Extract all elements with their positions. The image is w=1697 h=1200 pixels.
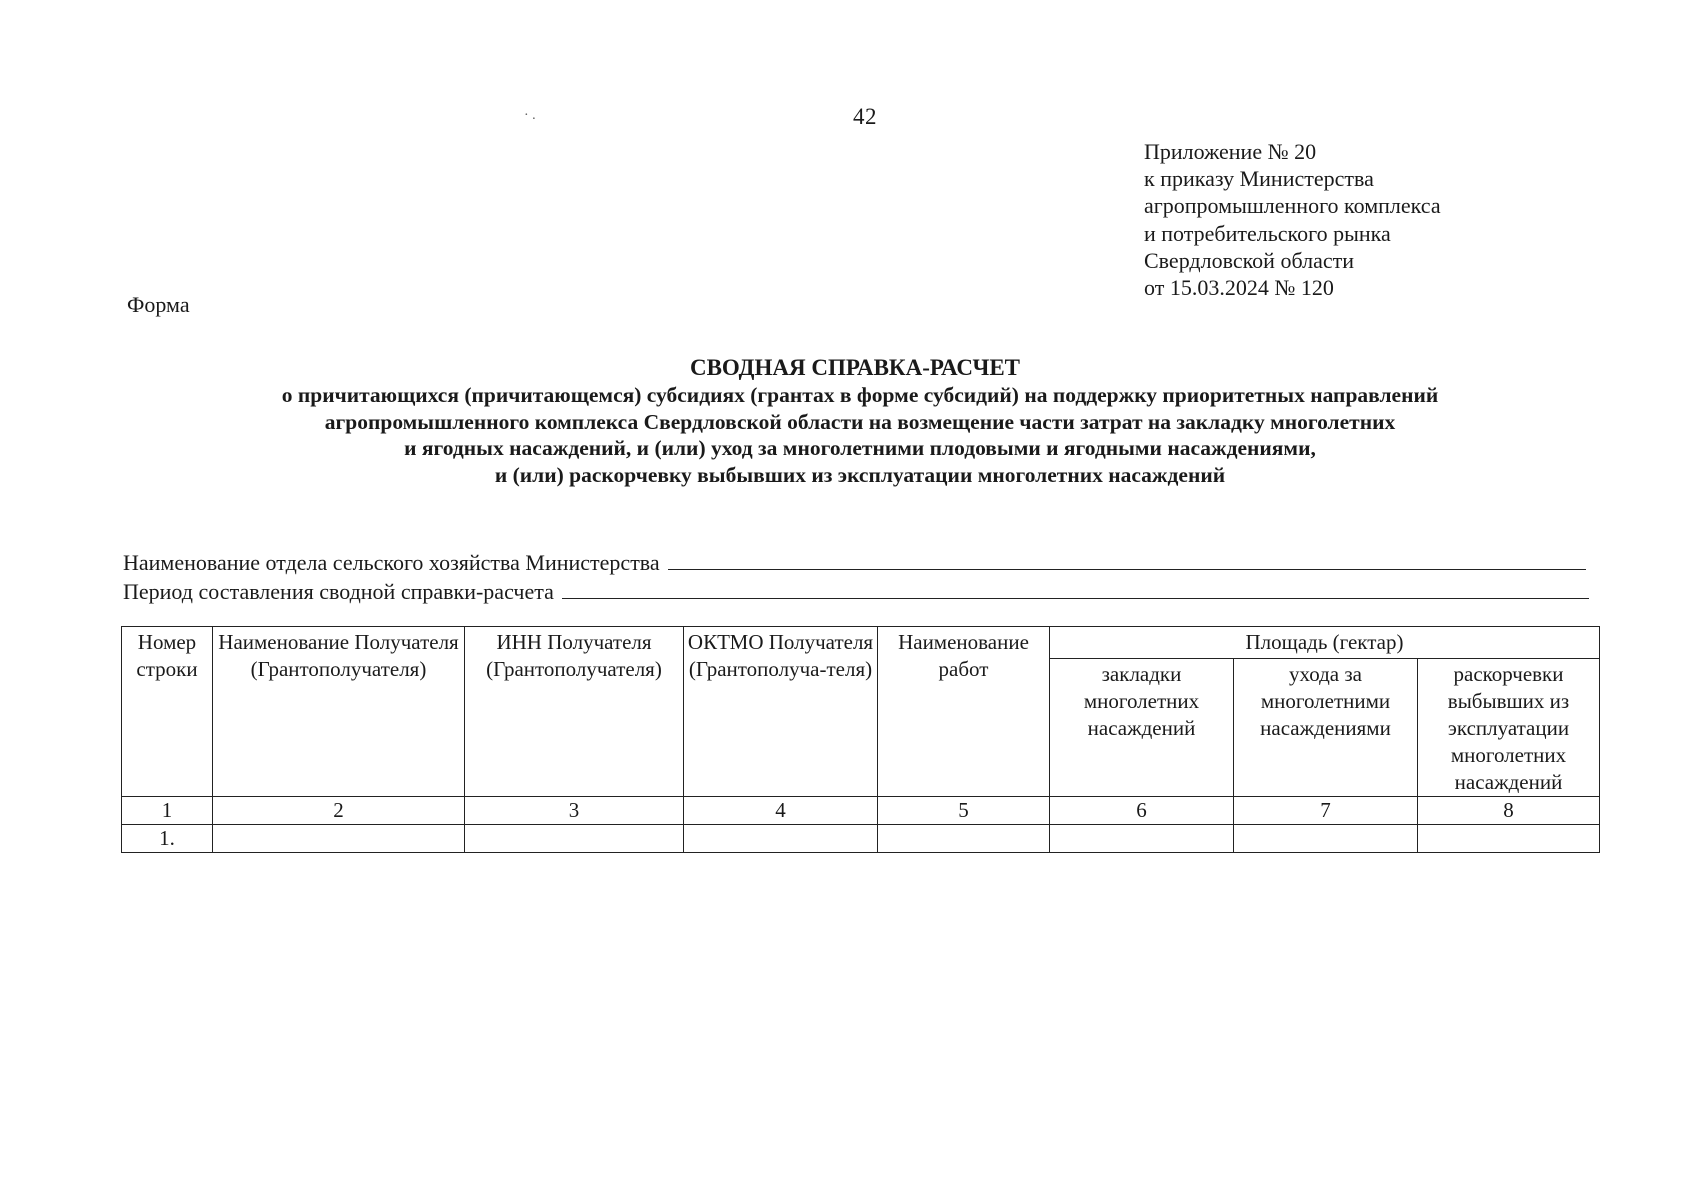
column-number: 6 [1050,797,1234,825]
period-label: Период составления сводной справки-расчета [123,579,554,604]
cell-row-number: 1. [122,825,213,853]
header-recipient: Наименование Получателя (Грантополучателя) [213,627,465,797]
document-title [130,354,1590,488]
column-number: 5 [878,797,1050,825]
header-works: Наименование работ [878,627,1050,797]
header-care: ухода за многолетними насаждениями [1234,659,1418,797]
cell-works[interactable] [878,825,1050,853]
cell-recipient[interactable] [213,825,465,853]
cell-uprooting[interactable] [1418,825,1600,853]
header-uprooting: раскорчевки выбывших из эксплуатации многолетних насаждений [1418,659,1600,797]
cell-oktmo[interactable] [684,825,878,853]
department-field [123,547,1586,576]
header-inn: ИНН Получателя (Грантополучателя) [465,627,684,797]
form-label: Форма [127,292,190,317]
column-number: 2 [213,797,465,825]
column-number: 3 [465,797,684,825]
column-number: 4 [684,797,878,825]
header-oktmo: ОКТМО Получателя (Грантополуча-теля) [684,627,878,797]
page-number: 42 [853,104,877,129]
header-row [122,627,1600,659]
appendix-line: агропромышленного комплекса [1144,193,1441,219]
column-number: 7 [1234,797,1418,825]
department-blank[interactable] [668,547,1586,570]
title-main: СВОДНАЯ СПРАВКА-РАСЧЕТ [689,355,1021,380]
calculation-table [121,626,1600,853]
header-area-group: Площадь (гектар) [1050,627,1600,659]
appendix-line: от 15.03.2024 № 120 [1144,275,1334,301]
cell-care[interactable] [1234,825,1418,853]
appendix-line: к приказу Министерства [1144,166,1374,192]
appendix-line: Свердловской области [1144,247,1354,273]
department-label: Наименование отдела сельского хозяйства Министерства [123,550,660,575]
title-line: и ягодных насаждений, и (или) уход за многолетними плодовыми и ягодными насаждениями, [404,436,1316,460]
title-line: и (или) раскорчевку выбывших из эксплуатации многолетних насаждений [494,462,1226,487]
scan-artifact: · . [524,108,536,123]
title-line: агропромышленного комплекса Свердловской области на возмещение части затрат на закладку многолетних [324,409,1396,434]
cell-inn[interactable] [465,825,684,853]
column-number-row [122,797,1600,825]
period-field [123,576,1589,605]
appendix-line: и потребительского рынка [1144,220,1391,246]
appendix-block [1144,138,1441,301]
header-row-number: Номер строки [122,627,213,797]
column-number: 8 [1418,797,1600,825]
header-planting: закладки многолетних насаждений [1050,659,1234,797]
column-number: 1 [122,797,213,825]
title-line: о причитающихся (причитающемся) субсидиях (грантах в форме субсидий) на поддержку приоритетных направлений [281,383,1439,407]
cell-planting[interactable] [1050,825,1234,853]
table-row [122,825,1600,853]
appendix-line: Приложение № 20 [1144,139,1317,164]
period-blank[interactable] [562,576,1589,599]
